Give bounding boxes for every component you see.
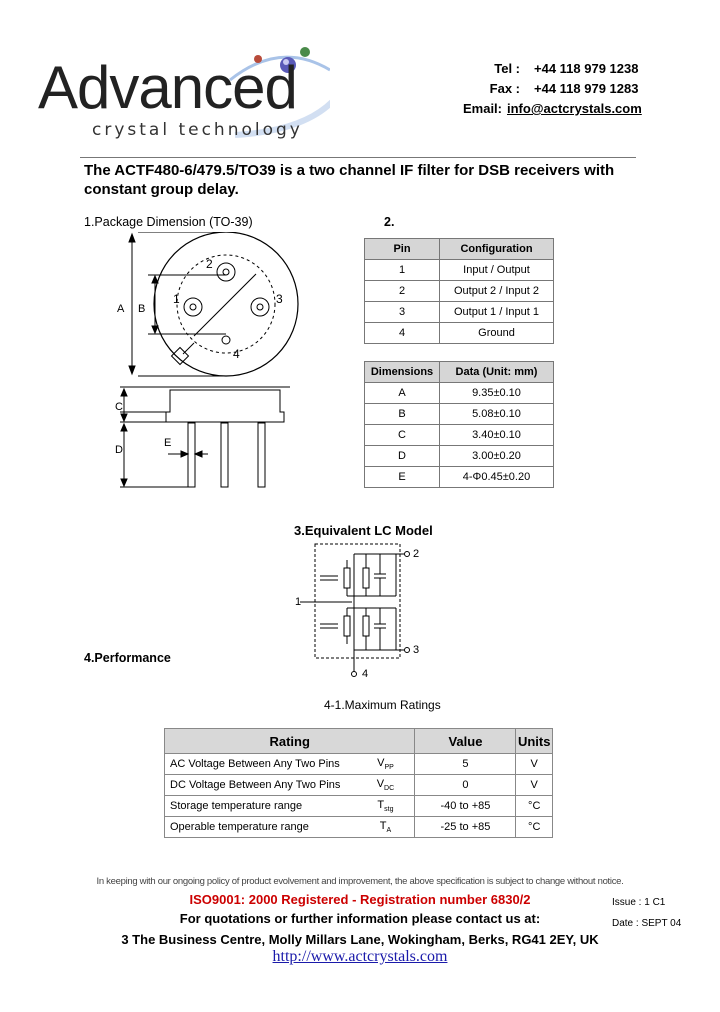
tel-value: +44 118 979 1238 (534, 61, 639, 76)
table-cell: Input / Output (440, 260, 554, 281)
quotation-line: For quotations or further information please contact us at: (179, 911, 541, 926)
rating-unit: V (516, 754, 553, 775)
lc-node-1: 1 (295, 596, 302, 608)
change-notice: In keeping with our ongoing policy of product evolvement and improvement, the above specification is subject to change without notice. (96, 876, 624, 887)
table-cell: 1 (365, 260, 440, 281)
rating-name: DC Voltage Between Any Two Pins (165, 775, 357, 796)
table-cell: Output 2 / Input 2 (440, 281, 554, 302)
table-cell: Ground (440, 323, 554, 344)
table-cell: 4 (365, 323, 440, 344)
iso-registration: ISO9001: 2000 Registered - Registration number 6830/2 (189, 892, 531, 907)
symbol-main: V (377, 756, 385, 769)
table-cell: 9.35±0.10 (440, 383, 554, 404)
table-header-row (365, 239, 554, 260)
table-cell: 3.40±0.10 (440, 425, 554, 446)
dim-label-d: D (115, 444, 123, 456)
fax-value: +44 118 979 1283 (534, 81, 639, 96)
rating-unit: V (516, 775, 553, 796)
rating-name: Operable temperature range (165, 817, 357, 838)
table-row (365, 425, 554, 446)
pin-label-4: 4 (233, 347, 240, 361)
email-label: Email: (462, 101, 502, 116)
table-row (365, 281, 554, 302)
lc-node-3: 3 (413, 644, 420, 656)
section-2-title: 2. (384, 215, 395, 229)
symbol-sub: stg (384, 806, 394, 814)
table-cell: 5.08±0.10 (440, 404, 554, 425)
pin-configuration-table (364, 238, 554, 344)
table-header: Units (516, 729, 553, 754)
symbol-sub: PP (384, 764, 394, 772)
table-row (165, 775, 553, 796)
symbol-main: T (377, 798, 385, 811)
logo-wordmark: Advanced (38, 54, 297, 121)
pin-label-1: 1 (173, 292, 180, 306)
table-row (365, 467, 554, 488)
tel-label: Tel : (494, 61, 520, 76)
rating-value: 0 (415, 775, 516, 796)
symbol-sub: DC (384, 785, 395, 793)
rating-symbol (356, 754, 415, 775)
table-row (365, 260, 554, 281)
fax-label: Fax : (489, 81, 520, 96)
symbol-main: V (376, 777, 385, 790)
dim-label-a: A (117, 303, 125, 315)
header-divider (80, 157, 636, 158)
table-header: Rating (165, 729, 415, 754)
dim-label-b: B (138, 303, 146, 315)
section-1-label: 1.Package Dimension (84, 215, 206, 229)
issue-date: Date : SEPT 04 (612, 918, 682, 929)
table-cell: A (365, 383, 440, 404)
rating-unit: °C (516, 796, 553, 817)
table-row (365, 383, 554, 404)
table-row (165, 796, 553, 817)
product-headline: The ACTF480-6/479.5/TO39 is a two channel IF filter for DSB receivers with constant group delay. (84, 162, 615, 198)
rating-value: -25 to +85 (415, 817, 516, 838)
table-row (365, 446, 554, 467)
rating-unit: °C (516, 817, 553, 838)
email-link[interactable]: info@actcrystals.com (507, 101, 642, 116)
section-4-title: 4.Performance (84, 651, 171, 665)
symbol-sub: A (386, 827, 392, 835)
table-header: Data (Unit: mm) (440, 362, 554, 383)
table-header-row (165, 729, 553, 754)
pin-label-3: 3 (276, 292, 283, 306)
table-cell: C (365, 425, 440, 446)
rating-name: Storage temperature range (165, 796, 357, 817)
website-link[interactable]: http://www.actcrystals.com (272, 948, 448, 965)
table-cell: B (365, 404, 440, 425)
lc-model-schematic (300, 540, 430, 680)
table-header-row (365, 362, 554, 383)
section-4-subtitle: 4-1.Maximum Ratings (324, 698, 441, 712)
table-header: Configuration (440, 239, 554, 260)
issue-number: Issue : 1 C1 (612, 897, 666, 908)
table-row (365, 404, 554, 425)
logo-tagline: crystal technology (92, 120, 303, 140)
table-cell: 3.00±0.20 (440, 446, 554, 467)
symbol-main: T (379, 819, 387, 832)
dim-label-e: E (164, 437, 172, 449)
lc-node-4: 4 (362, 668, 369, 680)
section-3-title: 3.Equivalent LC Model (294, 523, 433, 538)
table-cell: E (365, 467, 440, 488)
dimension-data-table (364, 361, 554, 488)
table-header: Pin (365, 239, 440, 260)
rating-value: -40 to +85 (415, 796, 516, 817)
table-header: Dimensions (365, 362, 440, 383)
table-row (165, 817, 553, 838)
dim-label-c: C (115, 401, 123, 413)
company-address: 3 The Business Centre, Molly Millars Lane, Wokingham, Berks, RG41 2EY, UK (121, 932, 599, 947)
table-row (365, 323, 554, 344)
table-header: Value (415, 729, 516, 754)
table-row (165, 754, 553, 775)
table-cell: 3 (365, 302, 440, 323)
rating-value: 5 (415, 754, 516, 775)
rating-symbol (356, 796, 415, 817)
table-cell: Output 1 / Input 1 (440, 302, 554, 323)
rating-symbol (356, 817, 415, 838)
section-1-suffix: (TO-39) (209, 215, 253, 229)
rating-name: AC Voltage Between Any Two Pins (165, 754, 357, 775)
package-dimension-drawing (110, 232, 310, 492)
maximum-ratings-table (164, 728, 553, 838)
table-cell: D (365, 446, 440, 467)
section-1-title (84, 215, 253, 229)
table-cell: 4-Φ0.45±0.20 (440, 467, 554, 488)
table-cell: 2 (365, 281, 440, 302)
pin-label-2: 2 (206, 257, 213, 271)
table-row (365, 302, 554, 323)
rating-symbol (356, 775, 415, 796)
lc-node-2: 2 (413, 548, 420, 560)
